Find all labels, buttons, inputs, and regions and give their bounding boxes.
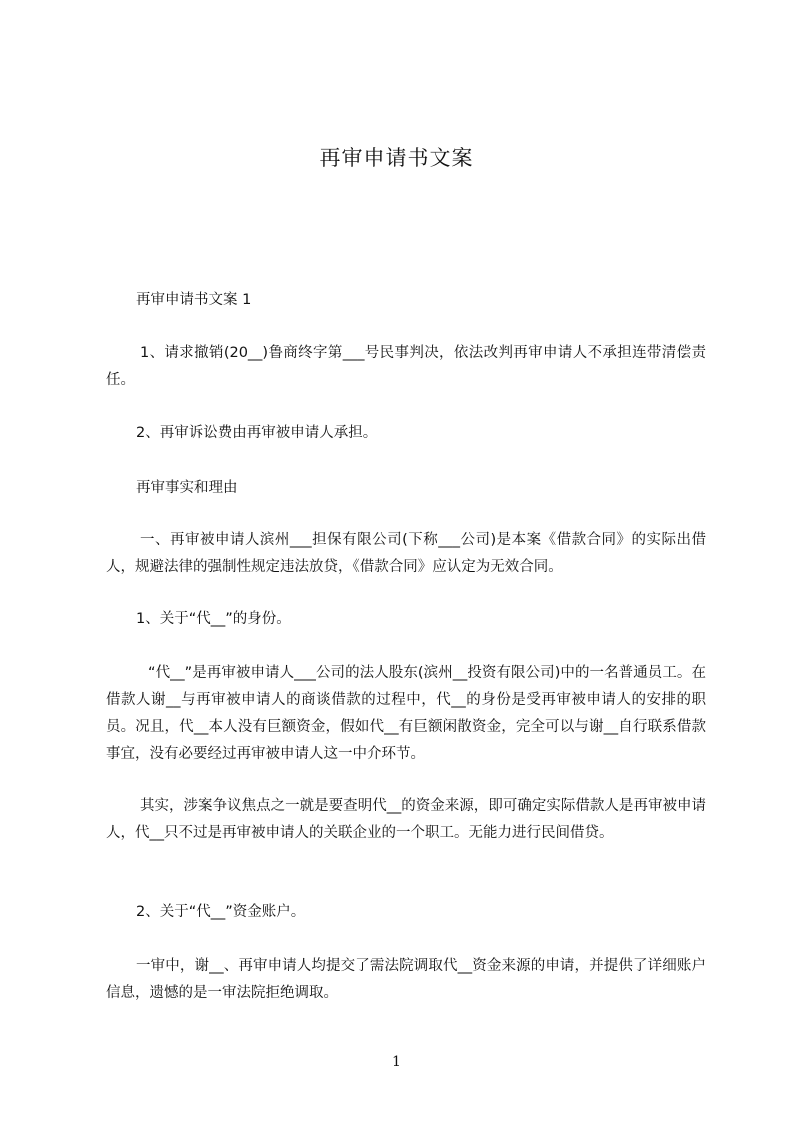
paragraph: “代__”是再审被申请人___公司的法人股东(滨州__投资有限公司)中的一名普通员工。在借款人谢__与再审被申请人的商谈借款的过程中，代__的身份是受再审被申请人的安排的职员。况且，代__本人没有巨额资金，假如代__有巨额闲散资金，完全可以与谢__自行联系借款事宜，没有必要经过再审被申请人这一中介环节。 xyxy=(106,665,706,762)
document-title: 再审申请书文案 xyxy=(319,146,474,170)
subheading: 2、关于“代__”资金账户。 xyxy=(136,904,306,920)
paragraph: 2、再审诉讼费由再审被申请人承担。 xyxy=(136,425,378,441)
paragraph: 一审中，谢__、再审申请人均提交了需法院调取代__资金来源的申请，并提供了详细账户信息，遗憾的是一审法院拒绝调取。 xyxy=(106,958,706,1001)
page-number: 1 xyxy=(392,1054,401,1070)
paragraph: 一、再审被申请人滨州___担保有限公司(下称___公司)是本案《借款合同》的实际出借人，规避法律的强制性规定违法放贷，《借款合同》应认定为无效合同。 xyxy=(106,532,706,575)
section-heading: 再审申请书文案 1 xyxy=(136,292,252,308)
paragraph: 其实，涉案争议焦点之一就是要查明代__的资金来源，即可确定实际借款人是再审被申请人，代__只不过是再审被申请人的关联企业的一个职工。无能力进行民间借贷。 xyxy=(106,798,706,841)
section-heading: 再审事实和理由 xyxy=(136,480,238,496)
paragraph: 1、请求撤销(20__)鲁商终字第___号民事判决，依法改判再审申请人不承担连带清偿责任。 xyxy=(106,345,706,388)
subheading: 1、关于“代__”的身份。 xyxy=(136,611,291,627)
